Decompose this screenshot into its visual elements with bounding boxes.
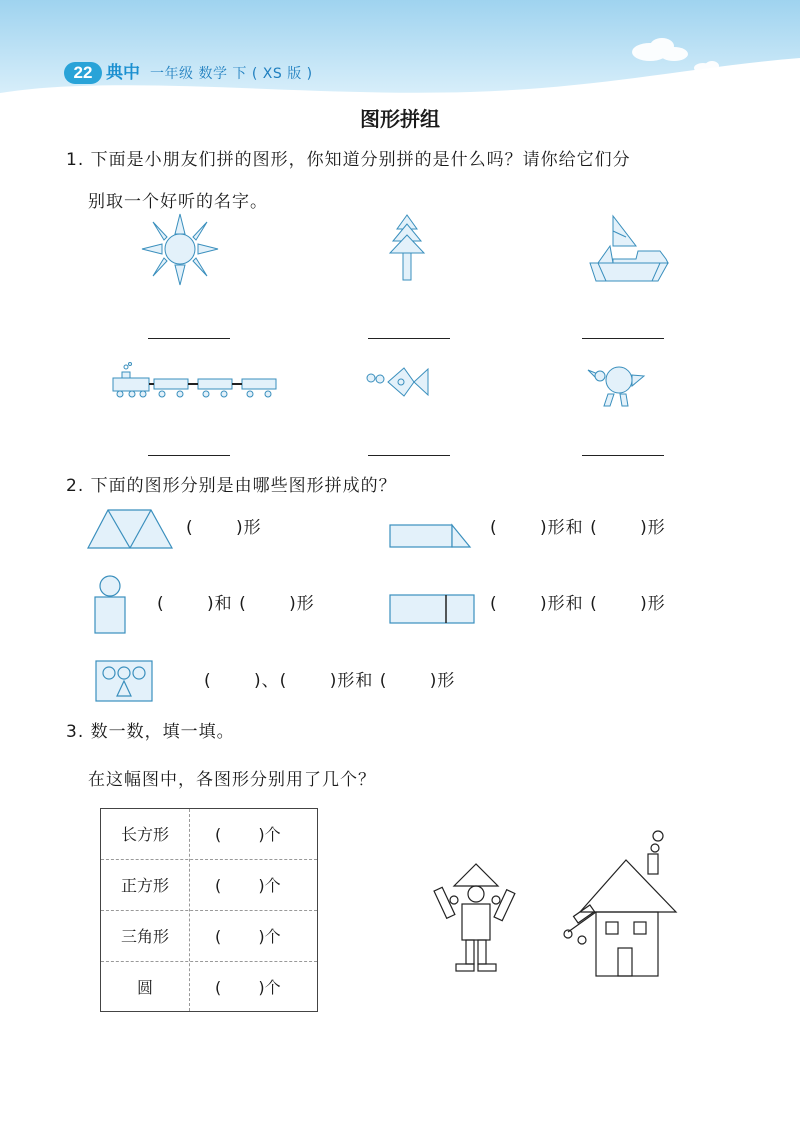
count-blank[interactable]: ( )个 <box>215 825 281 844</box>
robot-figure <box>436 860 516 978</box>
sun-figure <box>140 212 220 287</box>
circle-rect-figure <box>93 575 127 635</box>
bird-figure <box>586 362 648 408</box>
rect-triangle-figure <box>388 523 472 549</box>
q1-prompt-line2: 别取一个好听的名字。 <box>88 192 268 212</box>
q2-answer-3[interactable]: ( )和 ( )形 <box>157 594 315 614</box>
two-squares-figure <box>388 592 476 626</box>
page-title: 图形拼组 <box>360 107 440 131</box>
answer-line[interactable] <box>368 455 450 456</box>
q1-prompt-line1: 1. 下面是小朋友们拼的图形，你知道分别拼的是什么吗？请你给它们分 <box>66 150 631 170</box>
page-number: 22 <box>64 62 102 84</box>
answer-line[interactable] <box>582 455 664 456</box>
answer-line[interactable] <box>582 338 664 339</box>
header-banner <box>0 0 800 110</box>
book-title: 一年级 数学 下 ( XS 版 ) <box>150 66 313 82</box>
table-row <box>101 809 317 860</box>
count-table <box>100 808 318 1012</box>
answer-line[interactable] <box>148 338 230 339</box>
count-blank[interactable]: ( )个 <box>215 927 281 946</box>
q2-answer-1[interactable]: ( )形 <box>186 518 262 538</box>
q3-subprompt: 在这幅图中，各图形分别用了几个？ <box>88 770 376 790</box>
q2-answer-5[interactable]: ( )、( )形和 ( )形 <box>204 671 456 691</box>
shape-name: 正方形 <box>120 876 169 895</box>
count-blank[interactable]: ( )个 <box>215 978 281 997</box>
q2-prompt: 2. 下面的图形分别是由哪些图形拼成的？ <box>66 476 397 496</box>
house-figure <box>556 828 680 980</box>
table-row <box>101 962 317 1013</box>
shape-name: 圆 <box>136 978 153 997</box>
answer-line[interactable] <box>368 338 450 339</box>
face-figure <box>94 659 154 703</box>
q3-prompt: 3. 数一数，填一填。 <box>66 722 235 742</box>
count-blank[interactable]: ( )个 <box>215 876 281 895</box>
answer-line[interactable] <box>148 455 230 456</box>
table-row <box>101 860 317 911</box>
table-row <box>101 911 317 962</box>
sailboat-figure <box>588 213 672 281</box>
shape-name: 长方形 <box>120 825 169 844</box>
trapezoid-figure <box>86 508 174 550</box>
q2-answer-2[interactable]: ( )形和 ( )形 <box>490 518 666 538</box>
shape-name: 三角形 <box>120 927 169 946</box>
brand-logo: 典中 <box>106 63 140 83</box>
q2-answer-4[interactable]: ( )形和 ( )形 <box>490 594 666 614</box>
fish-figure <box>366 366 430 398</box>
tree-figure <box>385 213 429 283</box>
train-figure <box>110 362 280 398</box>
